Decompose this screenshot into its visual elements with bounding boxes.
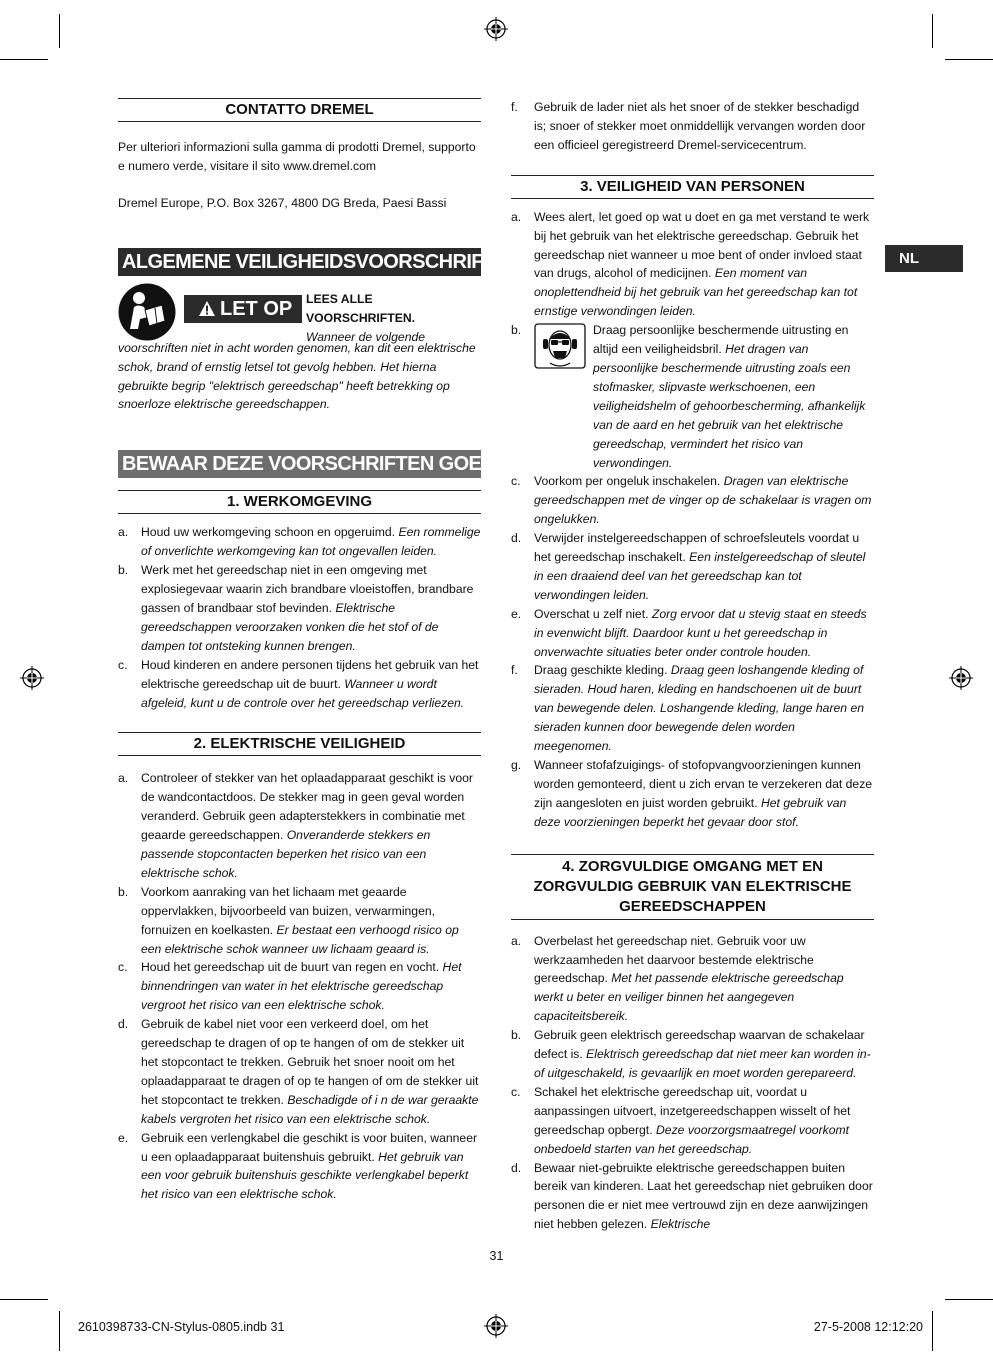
language-tab	[885, 245, 963, 272]
protective-gear-icon	[534, 323, 586, 369]
registration-mark-icon	[20, 666, 44, 690]
list-item: c. Houd het gereedschap uit de buurt van regen en vocht. Het binnendringen van water in het elektrische gereedschap vergroot het risico van een elektrische schok.	[118, 960, 462, 1013]
list-item: a. Overbelast het gereedschap niet. Gebruik voor uw werkzaamheden het daarvoor bestemde elektrische gereedschap. Met het passende elektrische gereedschap werkt u beter en veiliger binnen het aangegeven capaciteitsbereik.	[511, 933, 844, 1024]
list-item: d. Bewaar niet-gebruikte elektrische gereedschappen buiten bereik van kinderen. Laat het gereedschap niet gebruiken door personen die er niet mee vertrouwd zijn en deze aanwijzingen niet hebben gelezen. Elektrische	[511, 1160, 873, 1232]
warning-triangle-icon	[198, 300, 216, 317]
list-item: e. Overschat u zelf niet. Zorg ervoor dat u stevig staat en steeds in evenwicht blijft. Daardoor kunt u het gereedschap in onverwachte situaties beter onder controle houden.	[511, 606, 867, 659]
s2-continued-list	[511, 98, 874, 155]
list-item: d. Gebruik de kabel niet voor een verkeerd doel, om het gereedschap te dragen of op te hangen of om de stekker uit het stopcontact te trekken. Gebruik het snoer nooit om het oplaadapparaat te dragen of op te hangen of om de stekker uit het stopcontact te trekken. Beschadigde of i n de war geraakte kabels vergroten het risico van een elektrische schok.	[118, 1017, 479, 1126]
list-item: c. Voorkom per ongeluk inschakelen. Dragen van elektrische gereedschappen met de vinger op de schakelaar is vragen om ongelukken.	[511, 474, 872, 527]
language-tab-label: NL	[899, 250, 919, 267]
crop-mark	[59, 14, 60, 48]
ppe-block: Draag persoonlijke beschermende uitrusting en altijd een veiligheidsbril. Het dragen van persoonlijke beschermende uitrusting zoals een stofmasker, slipvaste werkschoenen, een veiligheidshelm of gehoorbescherming, afhankelijk van de aard en het gebruik van het elektrische gereedschap, vermindert het risico van verwondingen.	[534, 321, 874, 472]
warning-intro: Wanneer de volgende	[306, 329, 426, 344]
s4-list	[511, 932, 874, 1235]
list-item: a. Houd uw werkomgeving schoon en opgeruimd. Een rommelige of onverlichte werkomgeving kan tot ongevallen leiden.	[118, 525, 481, 559]
list-item: b. Werk met het gereedschap niet in een omgeving met explosiegevaar waarin zich brandbare vloeistoffen, brandbare gassen of brandbaar stof bevinden. Elektrische gereedschappen veroorzaken vonken die het stof of de dampen tot ontsteking kunnen brengen.	[118, 563, 474, 653]
s4-heading: 4. ZORGVULDIGE OMGANG MET EN ZORGVULDIG GEBRUIK VAN ELEKTRISCHE GEREEDSCHAPPEN	[511, 854, 874, 920]
list-item: b. Voorkom aanraking van het lichaam met geaarde oppervlakken, bijvoorbeeld van buizen, verwarmingen, fornuizen en koelkasten. Er bestaat een verhoogd risico op een elektrische schok wanneer uw lichaam geaard is.	[118, 884, 459, 956]
contact-heading: CONTATTO DREMEL	[118, 98, 481, 122]
footer-filename: 2610398733-CN-Stylus-0805.indb 31	[78, 1320, 285, 1334]
left-column	[118, 98, 522, 1204]
crop-mark	[932, 14, 933, 48]
crop-mark	[0, 59, 48, 60]
right-column	[511, 98, 874, 1234]
s2-list	[118, 769, 481, 1204]
list-item: c. Schakel het elektrische gereedschap uit, voordat u aanpassingen uitvoert, inzetgereedschappen wisselt of het gereedschap opbergt. Deze voorzorgsmaatregel voorkomt onbedoeld starten van het gereedschap.	[511, 1084, 851, 1156]
warning-side-text	[306, 290, 482, 347]
crop-mark	[945, 59, 993, 60]
warning-body: voorschriften niet in acht worden genomen, kan dit een elektrische schok, brand of ernstig letsel tot gevolg hebben. Het hierna gebruikte begrip "elektrisch gereedschap" heeft betrekking op snoerloze elektrische gereedschappen.	[118, 340, 476, 412]
footer-timestamp: 27-5-2008 12:12:20	[813, 1320, 923, 1334]
warning-label: LET OP	[220, 297, 293, 320]
crop-mark	[945, 1299, 993, 1300]
registration-mark-icon	[484, 17, 508, 41]
contact-paragraph: Per ulteriori informazioni sulla gamma di prodotti Dremel, supporto e numero verde, visitare il sito www.dremel.com	[118, 140, 476, 173]
list-item: c. Houd kinderen en andere personen tijdens het gebruik van het elektrische gereedschap uit de buurt. Wanneer u wordt afgeleid, kunt u de controle over het gereedschap verliezen.	[118, 657, 479, 710]
list-item: a. Wees alert, let goed op wat u doet en ga met verstand te werk bij het gebruik van het elektrische gereedschap. Gebruik het gereedschap niet wanneer u moe bent of onder invloed staat van drugs, alcohol of medicijnen. Een moment van onoplettendheid bij het gebruik van het gereedschap kan tot ernstige verwondingen leiden.	[511, 209, 870, 319]
list-item: f. Gebruik de lader niet als het snoer of de stekker beschadigd is; snoer of stekker moet onmiddellijk vervangen worden door een officieel geregistreerd Dremel-servicecentrum.	[511, 100, 866, 152]
registration-mark-icon	[949, 666, 973, 690]
contact-address: Dremel Europe, P.O. Box 3267, 4800 DG Breda, Paesi Bassi	[118, 195, 447, 210]
list-item: b. Draag persoonlijke beschermende uitrusting en altijd een veiligheidsbril. Het dragen van persoonlijke beschermende uitrusting zoals een stofmasker, slipvaste werkschoenen, een veiligheidshelm of gehoorbescherming, afhankelijk van de aard en het gebruik van het elektrische gereedschap, vermindert het risico van verwondingen.	[511, 321, 874, 472]
read-manual-icon	[118, 283, 176, 341]
crop-mark	[59, 1311, 60, 1351]
list-item: a. Controleer of stekker van het oplaadapparaat geschikt is voor de wandcontactdoos. De stekker mag in geen geval worden veranderd. Gebruik geen adapterstekkers in combinatie met geaarde gereedschappen. Onveranderde stekkers en passende stopcontacten beperken het risico van een elektrische schok.	[118, 771, 473, 880]
crop-mark	[932, 1311, 933, 1351]
s1-list	[118, 523, 481, 712]
list-item: e. Gebruik een verlengkabel die geschikt is voor buiten, wanneer u een oplaadapparaat buitenshuis gebruikt. Het gebruik van een voor gebruik buitenshuis geschikte verlengkabel beperkt het risico van een elektrische schok.	[118, 1130, 478, 1202]
s3-list	[511, 208, 874, 832]
s1-heading: 1. WERKOMGEVING	[118, 490, 481, 514]
list-item: g. Wanneer stofafzuigings- of stofopvangvoorzieningen kunnen worden gemonteerd, dient u zich ervan te verzekeren dat deze zijn aangesloten en juist worden gebruikt. Het gebruik van deze voorzieningen beperkt het gevaar door stof.	[511, 758, 873, 829]
registration-mark-icon	[484, 1314, 508, 1338]
s3-heading: 3. VEILIGHEID VAN PERSONEN	[511, 175, 874, 199]
save-instructions-banner: BEWAAR DEZE VOORSCHRIFTEN GOED	[118, 450, 481, 478]
list-item: d. Verwijder instelgereedschappen of schroefsleutels voordat u het gereedschap inschakelt. Een instelgereedschap of sleutel in een draaiend deel van het gereedschap kan tot verwondingen leiden.	[511, 531, 866, 602]
list-item: b. Gebruik geen elektrisch gereedschap waarvan de schakelaar defect is. Elektrisch gereedschap dat niet meer kan worden in- of uitgeschakeld, is gevaarlijk en moet worden gerepareerd.	[511, 1028, 871, 1080]
warning-label-box	[184, 295, 302, 323]
crop-mark	[0, 1299, 48, 1300]
s2-heading: 2. ELEKTRISCHE VEILIGHEID	[118, 732, 481, 756]
page-number: 31	[489, 1249, 504, 1263]
warning-title: LEES ALLE VOORSCHRIFTEN.	[306, 291, 416, 325]
general-safety-banner: ALGEMENE VEILIGHEIDSVOORSCHRIFTEN	[118, 248, 481, 276]
list-item: f. Draag geschikte kleding. Draag geen loshangende kleding of sieraden. Houd haren, kleding en handschoenen uit de buurt van bewegende delen. Loshangende kleding, lange haren en sieraden kunnen door bewegende delen worden meegenomen.	[511, 663, 865, 754]
warning-block	[118, 283, 481, 343]
